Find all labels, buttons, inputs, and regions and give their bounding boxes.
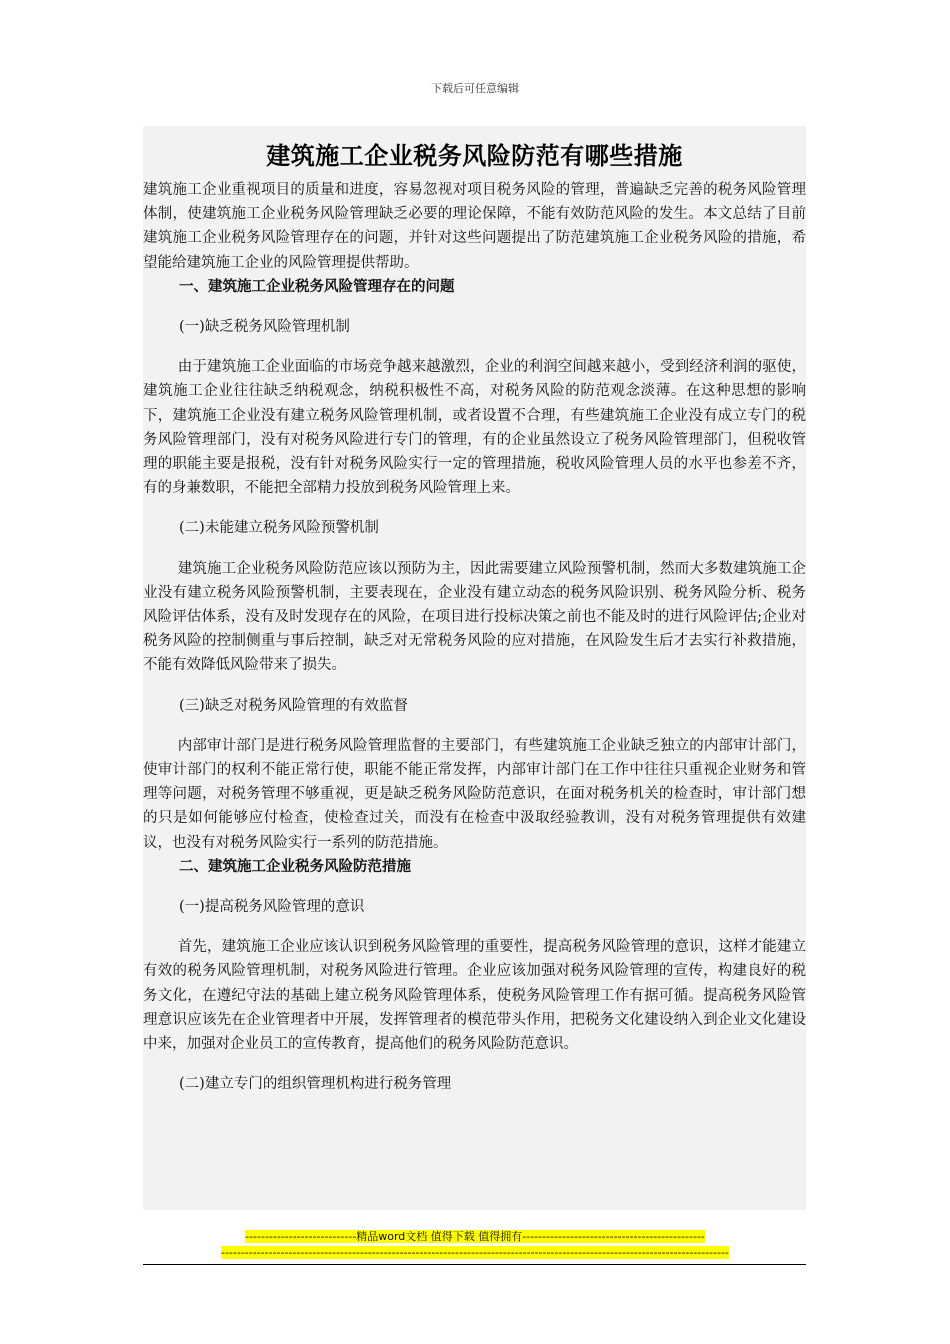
footer-rule bbox=[143, 1264, 806, 1265]
intro-paragraph: 建筑施工企业重视项目的质量和进度，容易忽视对项目税务风险的管理，普遍缺乏完善的税务风险管理体制，使建筑施工企业税务风险管理缺乏必要的理论保障，不能有效防范风险的发生。本文总结了目前建筑施工企业税务风险管理存在的问题，并针对这些问题提出了防范建筑施工企业税务风险的措施，希望能给建筑施工企业的风险管理提供帮助。 bbox=[143, 182, 806, 271]
section-2-subheading-2: (二)建立专门的组织管理机构进行税务管理 bbox=[179, 1076, 452, 1093]
section-1-heading: 一、建筑施工企业税务风险管理存在的问题 bbox=[179, 277, 455, 295]
footer-banner bbox=[0, 1228, 950, 1244]
section-1-paragraph-1: 由于建筑施工企业面临的市场竞争越来越激烈，企业的利润空间越来越小，受到经济利润的驱使，建筑施工企业往往缺乏纳税观念，纳税积极性不高，对税务风险的防范观念淡薄。在这种思想的影响下，建筑施工企业没有建立税务风险管理机制，或者设置不合理，有些建筑施工企业没有成立专门的税务风险管理部门，没有对税务风险进行专门的管理，有的企业虽然设立了税务风险管理部门，但税收管理的职能主要是报税，没有针对税务风险实行一定的管理措施，税收风险管理人员的水平也参差不齐，有的身兼数职，不能把全部精力投放到税务风险管理上来。 bbox=[143, 359, 806, 497]
header-note: 下载后可任意编辑 bbox=[431, 82, 519, 95]
footer-dash-text: -------------------------------------------------------------------------------------------------------------------------------- bbox=[220, 1246, 730, 1259]
footer-banner-text: ----------------------------精品word文档 值得下载 值得拥有---------------------------------------------- bbox=[245, 1230, 705, 1243]
section-1-subheading-1: (一)缺乏税务风险管理机制 bbox=[179, 319, 350, 336]
section-2-subheading-1: (一)提高税务风险管理的意识 bbox=[179, 899, 365, 916]
document-body bbox=[143, 126, 806, 1210]
section-1-subheading-2: (二)未能建立税务风险预警机制 bbox=[179, 520, 379, 537]
section-2-paragraph-1: 首先，建筑施工企业应该认识到税务风险管理的重要性，提高税务风险管理的意识，这样才能建立有效的税务风险管理机制，对税务风险进行管理。企业应该加强对税务风险管理的宣传，构建良好的税务文化，在遵纪守法的基础上建立税务风险管理体系，使税务风险管理工作有据可循。提高税务风险管理意识应该先在企业管理者中开展，发挥管理者的模范带头作用，把税务文化建设纳入到企业文化建设中来，加强对企业员工的宣传教育，提高他们的税务风险防范意识。 bbox=[143, 939, 806, 1053]
section-1-paragraph-3: 内部审计部门是进行税务风险管理监督的主要部门，有些建筑施工企业缺乏独立的内部审计部门，使审计部门的权利不能正常行使，职能不能正常发挥，内部审计部门在工作中往往只重视企业财务和管理等问题，对税务管理不够重视，更是缺乏税务风险防范意识，在面对税务机关的检查时，审计部门想的只是如何能够应付检查，使检查过关，而没有在检查中汲取经验教训，没有对税务管理提供有效建议，也没有对税务风险实行一系列的防范措施。 bbox=[143, 737, 806, 851]
footer-dash-line bbox=[0, 1246, 950, 1259]
section-1-paragraph-2: 建筑施工企业税务风险防范应该以预防为主，因此需要建立风险预警机制，然而大多数建筑施工企业没有建立税务风险预警机制，主要表现在，企业没有建立动态的税务风险识别、税务风险分析、税务风险评估体系，没有及时发现存在的风险，在项目进行投标决策之前也不能及时的进行风险评估;企业对税务风险的控制侧重与事后控制，缺乏对无常税务风险的应对措施，在风险发生后才去实行补救措施，不能有效降低风险带来了损失。 bbox=[143, 560, 806, 674]
section-2-heading: 二、建筑施工企业税务风险防范措施 bbox=[179, 857, 411, 875]
document-title: 建筑施工企业税务风险防范有哪些措施 bbox=[266, 142, 683, 170]
section-1-subheading-3: (三)缺乏对税务风险管理的有效监督 bbox=[179, 697, 408, 714]
